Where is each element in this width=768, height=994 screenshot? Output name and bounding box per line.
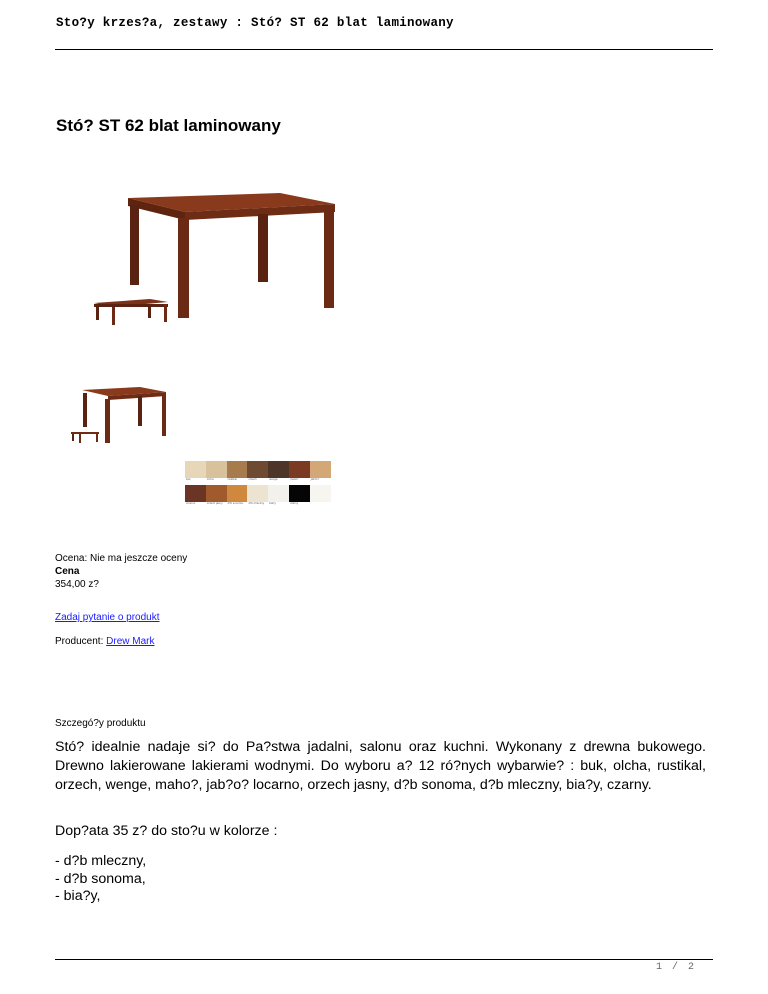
swatch-label: jab?o? [310,478,319,481]
page-number: 1 / 2 [655,962,696,973]
swatch-label: czarny [289,502,299,505]
list-item: - d?b sonoma, [55,870,146,887]
color-swatches [185,461,331,509]
rating-block [55,552,187,591]
swatch-label: rustikal [227,478,237,481]
product-image-main [90,168,340,333]
swatch [289,461,310,481]
swatch-label: d?b sonoma [227,502,243,505]
swatch [227,461,248,481]
extra-charge-text: Dop?ata 35 z? do sto?u w kolorze : [55,823,278,839]
price-value: 354,00 z? [55,579,99,590]
swatch [206,461,227,481]
swatch [247,461,268,481]
swatch [247,485,268,505]
header-rule [55,49,713,50]
swatch [310,485,331,502]
swatch-row-1 [185,461,331,481]
swatch [227,485,248,505]
producer-label: Producent: [55,636,107,647]
swatch-label: buk [186,478,191,481]
list-item: - d?b mleczny, [55,853,147,869]
swatch-label: bia?y [269,502,276,505]
ask-question-block [55,612,160,623]
list-item: - bia?y, [55,888,101,904]
swatch-label: locarno [186,502,196,505]
ask-question-link[interactable]: Zadaj pytanie o produkt [55,612,160,623]
swatch-label: d?b mleczny [248,502,265,505]
product-description: Stó? idealnie nadaje si? do Pa?stwa jadalni, salonu oraz kuchni. Wykonany z drewna bukowego. Drewno lakierowane lakierami wodnymi. Do wyboru a? 12 ró?nych wybarwie? : buk, olcha, rustikal, orzech, wenge, maho?, jab?o? locarno, orzech jasny, d?b sonoma, d?b mleczny, bia?y, czarny. [55,739,706,793]
price-label: Cena [55,566,80,577]
product-title: Stó? ST 62 blat laminowany [56,116,281,135]
swatch [206,485,227,505]
document-header: Sto?y krzes?a, zestawy : Stó? ST 62 blat laminowany [56,16,454,30]
swatch [185,461,206,481]
swatch-label: wenge [269,478,278,481]
swatch-label: olcha [206,478,214,481]
swatch [268,485,289,505]
swatch [185,485,206,505]
producer-link[interactable]: Drew Mark [106,636,155,647]
swatch [289,485,310,505]
product-image-thumbnail[interactable] [66,378,176,448]
color-list [55,853,146,906]
swatch-row-2 [185,485,331,505]
swatch-label: orzech jasny [206,502,223,505]
footer-rule [55,959,713,960]
details-heading: Szczegó?y produktu [55,718,146,729]
producer-block [55,636,155,647]
swatch-label: orzech [248,478,257,481]
swatch-label: maho? [289,478,299,481]
rating-label: Ocena: Nie ma jeszcze oceny [55,553,188,564]
swatch [310,461,331,481]
swatch [268,461,289,481]
